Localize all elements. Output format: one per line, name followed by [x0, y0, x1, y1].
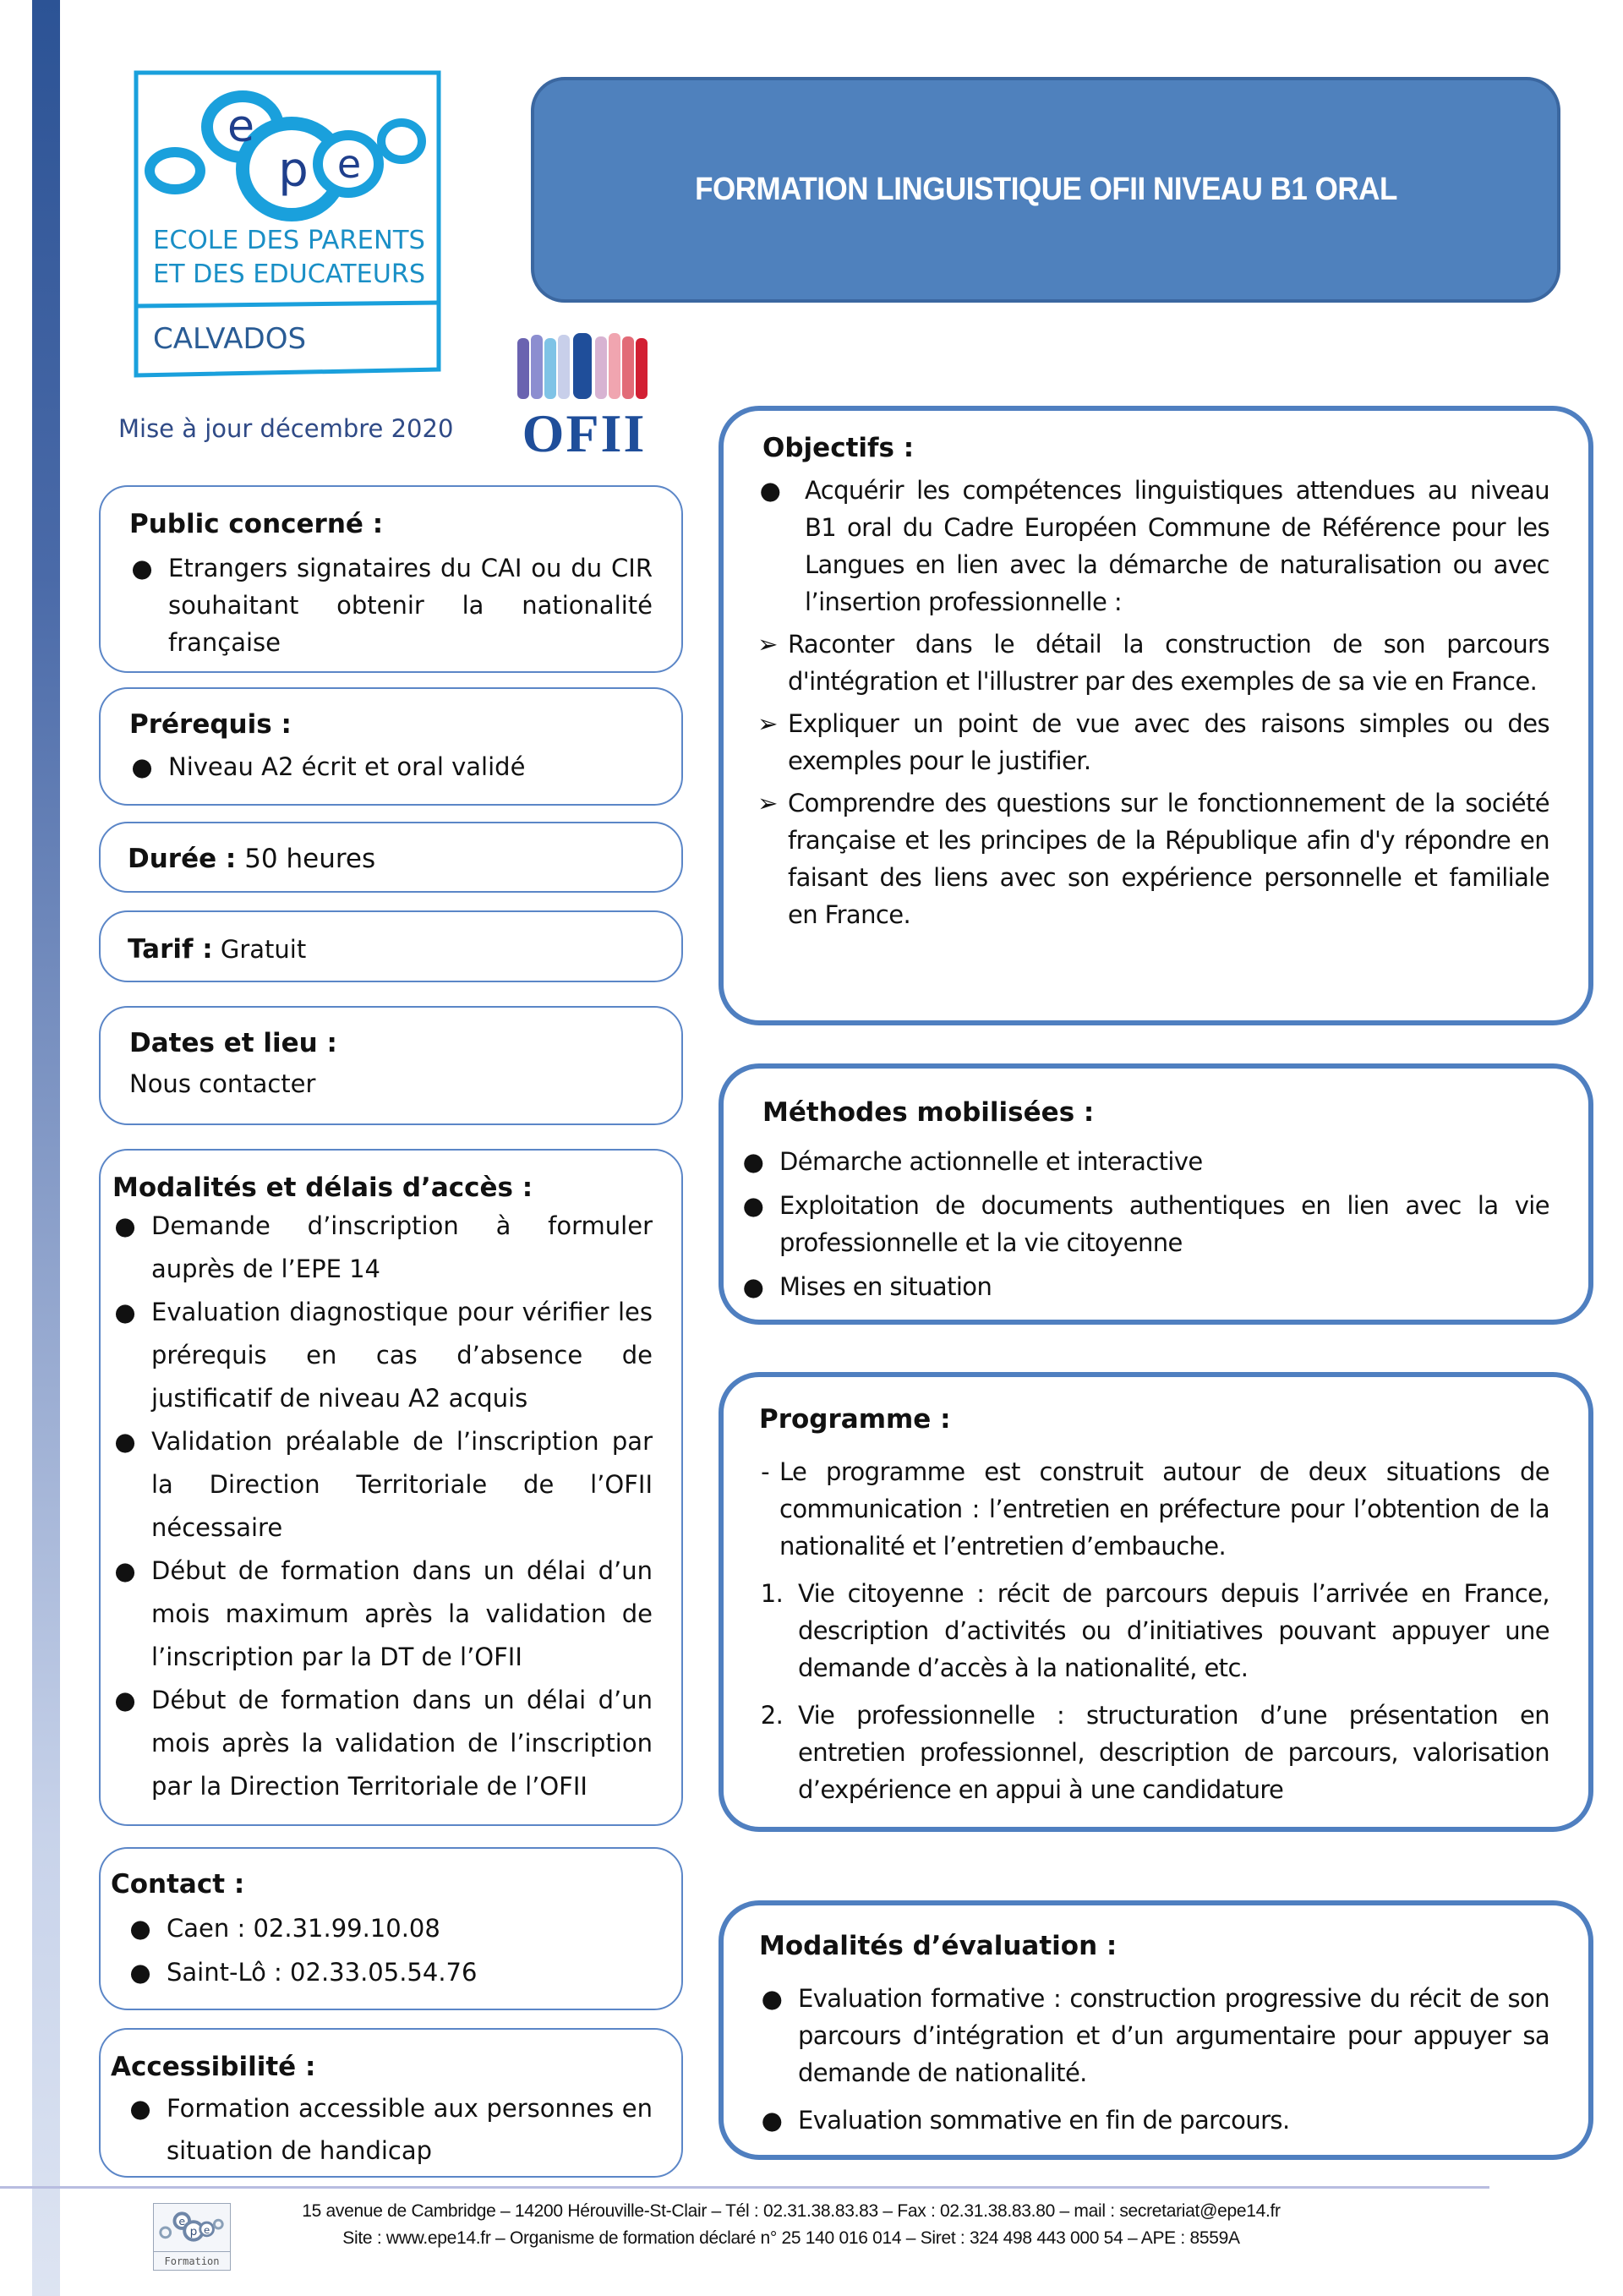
arrow-bullet-icon: ➢: [757, 630, 778, 659]
dates-heading: Dates et lieu :: [129, 1028, 337, 1058]
objectifs-heading: Objectifs :: [762, 433, 915, 463]
accessibilite-heading: Accessibilité :: [111, 2052, 316, 2082]
list-item: ● Niveau A2 écrit et oral validé: [129, 748, 653, 785]
programme-heading: Programme :: [759, 1404, 951, 1435]
objectifs-box: [719, 406, 1593, 1025]
dash-bullet-icon: -: [761, 1457, 769, 1486]
people-silhouettes-icon: [514, 331, 658, 401]
bullet-icon: ●: [759, 476, 781, 505]
epe-line2: ET DES EDUCATEURS: [153, 260, 425, 289]
duree-label: Durée :: [128, 844, 237, 874]
list-item: ● Etrangers signataires du CAI ou du CIR souhaitant obtenir la nationalité française: [129, 549, 653, 661]
public-list: [129, 549, 653, 661]
epe-letter-e1: e: [227, 101, 254, 152]
contact-city: Caen :: [167, 1914, 246, 1943]
list-item: ● Evaluation diagnostique pour vérifier les prérequis en cas d’absence de justificatif de niveau A2 acquis: [112, 1291, 653, 1420]
dates-box: [99, 1006, 683, 1125]
epe-region: CALVADOS: [153, 322, 307, 356]
contact-box: [99, 1847, 683, 2010]
ofii-wordmark: OFII: [522, 403, 647, 463]
arrow-bullet-icon: ➢: [757, 709, 778, 738]
acces-list: [112, 1205, 653, 1808]
evaluation-heading: Modalités d’évaluation :: [759, 1931, 1118, 1961]
tarif-label: Tarif :: [128, 934, 213, 965]
tarif-box: [99, 910, 683, 982]
list-item: ● Formation accessible aux personnes en situation de handicap: [128, 2087, 653, 2172]
duree-box: [99, 822, 683, 893]
ofii-logo: [507, 331, 661, 467]
contact-heading: Contact :: [111, 1869, 245, 1900]
programme-list: [759, 1575, 1549, 1808]
acces-heading: Modalités et délais d’accès :: [112, 1173, 533, 1203]
prerequis-heading: Prérequis :: [129, 709, 292, 740]
bullet-icon: ●: [129, 1958, 151, 1987]
epe-letter-p: p: [278, 143, 309, 198]
epe-logo-graphic: [133, 69, 444, 380]
title-banner: [531, 77, 1560, 303]
dates-value: Nous contacter: [129, 1069, 316, 1098]
list-item: ● Démarche actionnelle et interactive: [740, 1143, 1549, 1180]
bullet-icon: ●: [131, 554, 153, 582]
accessibilite-list: [111, 2087, 653, 2172]
bullet-icon: ●: [742, 1272, 764, 1301]
epe-bubbles-icon: [154, 2204, 230, 2251]
bullet-icon: ●: [114, 1427, 136, 1456]
methodes-box: [719, 1063, 1593, 1325]
contact-list: [111, 1906, 653, 1994]
bullet-icon: ●: [129, 2094, 151, 2123]
bullet-icon: ●: [114, 1298, 136, 1326]
programme-box: [719, 1372, 1593, 1832]
evaluation-list: [759, 1980, 1549, 2139]
list-item: ● Début de formation dans un délai d’un mois maximum après la validation de l’inscription par la DT de l’OFII: [112, 1550, 653, 1679]
epe-letter-e2: e: [336, 141, 362, 187]
epe-line1: ECOLE DES PARENTS: [153, 226, 425, 255]
prerequis-box: [99, 687, 683, 806]
prerequis-list: [129, 748, 653, 785]
bullet-icon: ●: [129, 1914, 151, 1943]
footer-epe-logo: [153, 2203, 231, 2271]
list-item: ● Exploitation de documents authentiques en lien avec la vie professionnelle et la vie citoyenne: [740, 1187, 1549, 1261]
bullet-icon: ●: [114, 1211, 136, 1240]
bullet-icon: ●: [114, 1556, 136, 1585]
footer-logo-label: Formation: [154, 2251, 230, 2271]
list-item: ● Evaluation formative : construction progressive du récit de son parcours d’intégration et d’un argumentaire pour appuyer sa demande de nationalité.: [759, 1980, 1549, 2091]
contact-item-caen: [128, 1906, 653, 1950]
list-item: 2. Vie professionnelle : structuration d’une présentation en entretien professionnel, description de parcours, valorisation d’expérience en appui à une candidature: [759, 1697, 1549, 1808]
footer-divider: [0, 2186, 1489, 2189]
svg-text:e: e: [178, 2215, 186, 2228]
public-box: [99, 485, 683, 673]
list-item: 1. Vie citoyenne : récit de parcours depuis l’arrivée en France, description d’activités ou d’initiatives pouvant appuyer une demande d’accès à la nationalité, etc.: [759, 1575, 1549, 1686]
programme-intro: [759, 1453, 1549, 1565]
list-item: - Le programme est construit autour de deux situations de communication : l’entretien en préfecture pour l’obtention de la nationalité et l’entretien d’embauche.: [759, 1453, 1549, 1565]
list-item: ● Début de formation dans un délai d’un mois après la validation de l’inscription par la Direction Territoriale de l’OFII: [112, 1679, 653, 1808]
footer-address: 15 avenue de Cambridge – 14200 Hérouville-St-Clair – Tél : 02.31.38.83.83 – Fax : 02.31.38.83.80 – mail : secretariat@epe14.fr: [302, 2201, 1281, 2221]
contact-city: Saint-Lô :: [167, 1958, 282, 1987]
list-item: ➢ Raconter dans le détail la construction de son parcours d'intégration et l'illustrer par des exemples de sa vie en France.: [757, 626, 1549, 700]
footer-legal: Site : www.epe14.fr – Organisme de formation déclaré n° 25 140 016 014 – Siret : 324 498 443 000 54 – APE : 8559A: [342, 2228, 1240, 2248]
accessibilite-box: [99, 2028, 683, 2178]
bullet-icon: ●: [131, 752, 153, 781]
list-item: ● Mises en situation: [740, 1268, 1549, 1305]
bullet-icon: ●: [114, 1686, 136, 1714]
bullet-icon: ●: [742, 1191, 764, 1220]
tarif-value: Gratuit: [212, 935, 307, 964]
svg-text:p: p: [189, 2224, 198, 2239]
list-number: 2.: [760, 1701, 784, 1730]
bullet-icon: ●: [761, 2106, 783, 2135]
list-item: ● Validation préalable de l’inscription par la Direction Territoriale de l’OFII nécessaire: [112, 1420, 653, 1550]
contact-phone: 02.33.05.54.76: [281, 1958, 478, 1987]
contact-item-saint-lo: [128, 1950, 653, 1994]
arrow-bullet-icon: ➢: [757, 789, 778, 817]
methodes-heading: Méthodes mobilisées :: [762, 1097, 1095, 1128]
list-number: 1.: [760, 1579, 784, 1608]
objectifs-list: [757, 626, 1549, 933]
acces-box: [99, 1149, 683, 1826]
objectifs-intro-list: [757, 472, 1549, 620]
bullet-icon: ●: [742, 1147, 764, 1176]
list-item: ● Evaluation sommative en fin de parcours.: [759, 2102, 1549, 2139]
list-item: ● Acquérir les compétences linguistiques attendues au niveau B1 oral du Cadre Européen Commune de Référence pour les Langues en lien avec la démarche de naturalisation ou avec l’insertion professionnelle :: [757, 472, 1549, 620]
list-item: ➢ Comprendre des questions sur le fonctionnement de la société française et les principes de la République afin d'y répondre en faisant des liens avec son expérience personnelle et familiale en France.: [757, 784, 1549, 933]
sidebar-decoration-bar: [32, 0, 60, 2296]
bullet-icon: ●: [761, 1984, 783, 2013]
duree-value: 50 heures: [236, 844, 376, 874]
page-title: FORMATION LINGUISTIQUE OFII NIVEAU B1 ORAL: [694, 172, 1397, 207]
contact-phone: 02.31.99.10.08: [245, 1914, 440, 1943]
update-date: Mise à jour décembre 2020: [118, 414, 454, 443]
svg-text:e: e: [203, 2223, 210, 2236]
epe-logo: [133, 69, 444, 380]
public-heading: Public concerné :: [129, 509, 384, 539]
list-item: ● Demande d’inscription à formuler auprès de l’EPE 14: [112, 1205, 653, 1291]
methodes-list: [740, 1143, 1549, 1305]
evaluation-box: [719, 1900, 1593, 2160]
list-item: ➢ Expliquer un point de vue avec des raisons simples ou des exemples pour le justifier.: [757, 705, 1549, 779]
